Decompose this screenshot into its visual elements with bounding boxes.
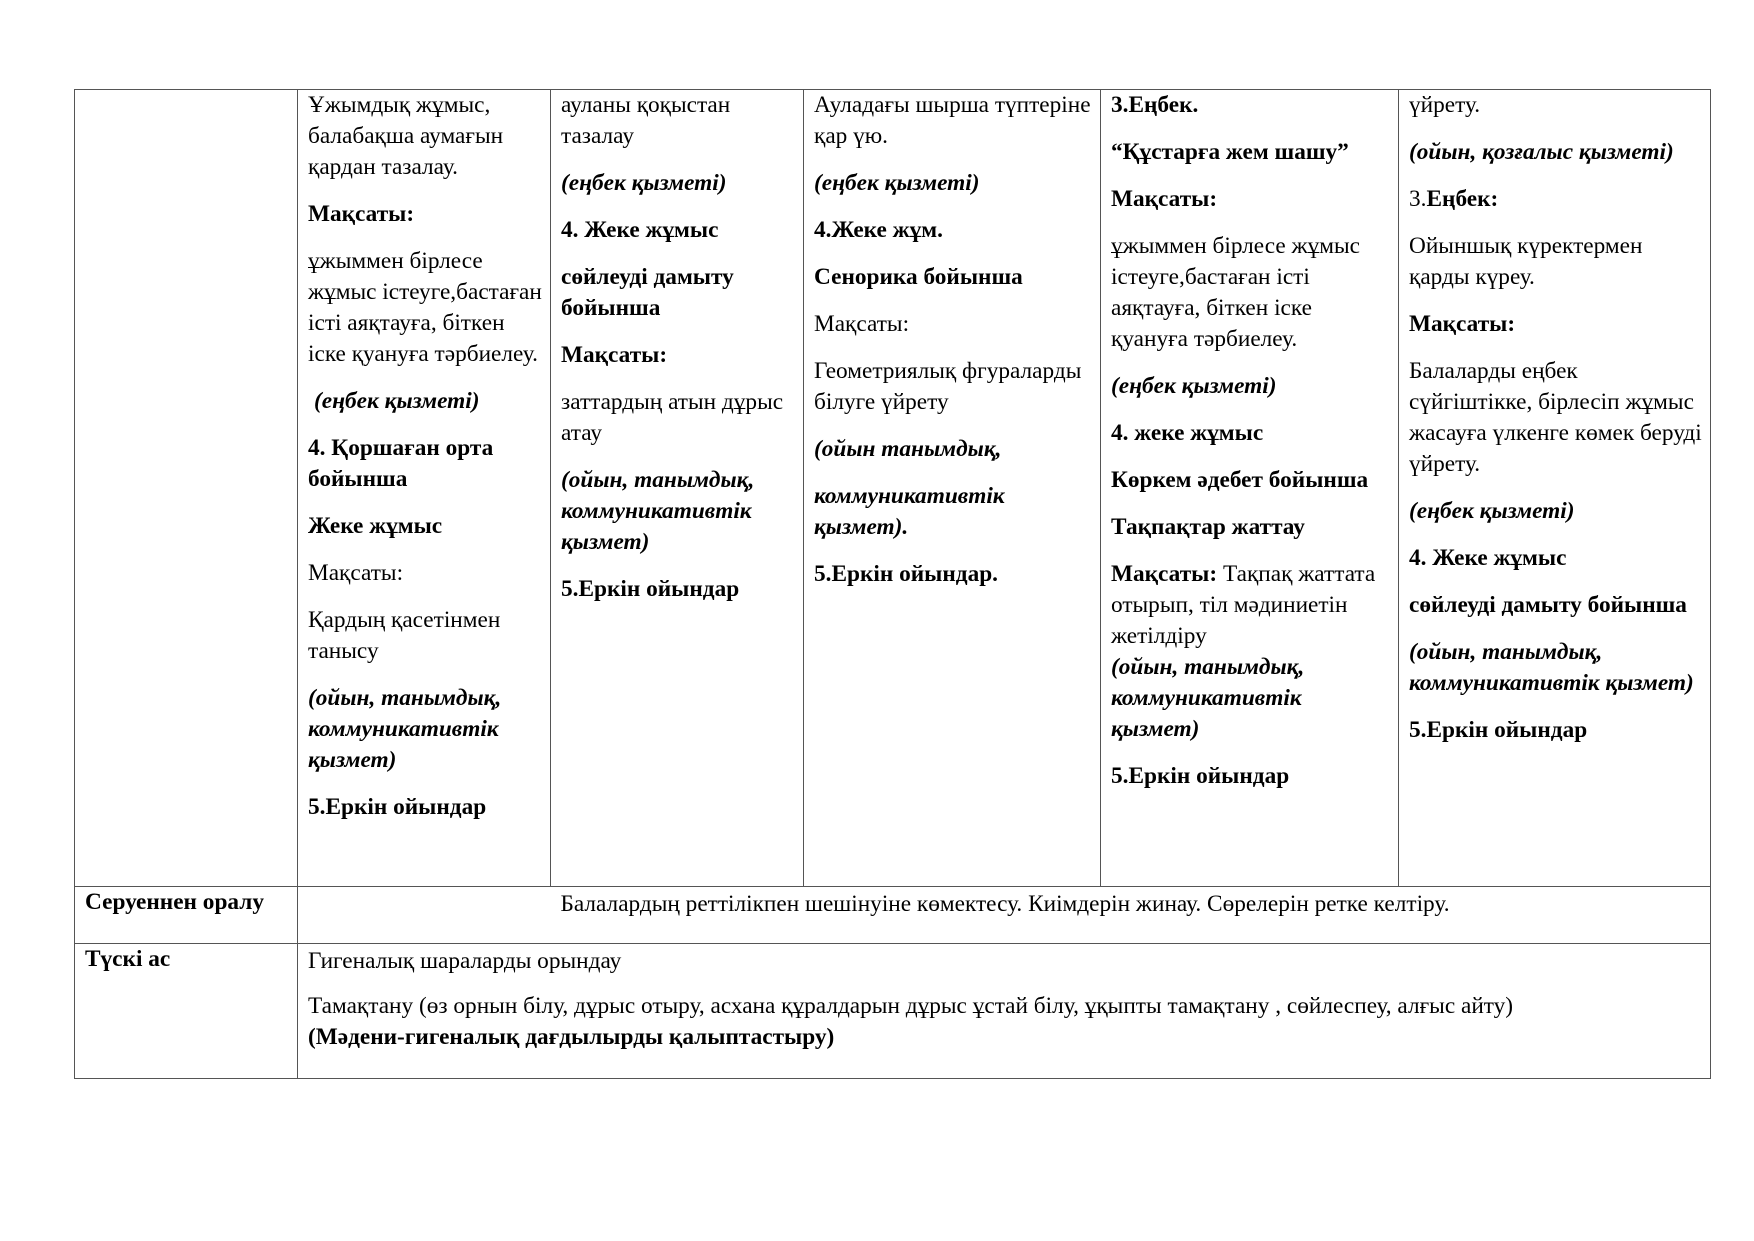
- lunch-row: [75, 944, 1711, 1079]
- section-heading: 5.Еркін ойындар: [1111, 763, 1290, 789]
- return-row: [75, 887, 1711, 944]
- section-subheading: Сенорика бойынша: [814, 264, 1023, 290]
- lunch-skills-text: (Мәдени-гигеналық дағдылырды қалыптастыру): [308, 1024, 835, 1050]
- section-heading: [1409, 184, 1702, 215]
- goal-heading: Мақсаты:: [1409, 311, 1516, 337]
- section-heading: 5.Еркін ойындар.: [814, 561, 999, 587]
- activity-text: үйрету.: [1409, 92, 1481, 118]
- section-subheading: “Құстарға жем шашу”: [1111, 139, 1349, 165]
- section-subheading: сөйлеуді дамыту бойынша: [561, 264, 734, 321]
- lunch-eating-text: Тамақтану (өз орнын білу, дұрыс отыру, асхана құралдарын дұрыс ұстай білу, ұқыпты тамақтану , сөйлеспеу, алғыс айту): [308, 993, 1514, 1019]
- activity-type: (ойын, танымдық, коммуникативтік қызмет): [1111, 654, 1305, 742]
- activity-type: (еңбек қызметі): [314, 388, 480, 414]
- goal-heading: Мақсаты:: [1111, 561, 1218, 587]
- goal-text: Тақпақ жаттата отырып, тіл мәдиниетін жетілдіру: [1111, 561, 1376, 649]
- goal-text: Балаларды еңбек сүйгіштікке, бірлесіп жұмыс жасауға үлкенге көмек беруді үйрету.: [1409, 358, 1702, 477]
- day-cell-3: [804, 90, 1101, 887]
- activity-type: (ойын, қозғалыс қызметі): [1409, 139, 1674, 165]
- goal-text: ұжыммен бірлесе жұмыс істеуге,бастаған істі аяқтауға, біткен іске қуануға тәрбиелеу.: [1111, 233, 1360, 352]
- goal-paragraph: [1111, 559, 1390, 652]
- section-heading: 4. жеке жұмыс: [1111, 420, 1264, 446]
- activity-text: Ұжымдық жұмыс, балабақша аумағын қардан тазалау.: [308, 92, 504, 180]
- section-heading: 4. Жеке жұмыс: [561, 217, 719, 243]
- goal-text: Қардың қасетінмен танысу: [308, 607, 501, 664]
- section-subheading: сөйлеуді дамыту бойынша: [1409, 592, 1687, 618]
- activity-type: коммуникативтік қызмет).: [814, 483, 1005, 540]
- activity-type: (еңбек қызметі): [1409, 498, 1575, 524]
- goal-text: заттардың атын дұрыс атау: [561, 389, 784, 446]
- section-heading: 4. Жеке жұмыс: [1409, 545, 1567, 571]
- row-label-empty: [75, 90, 298, 887]
- day-cell-1: [298, 90, 551, 887]
- activity-type: (еңбек қызметі): [561, 170, 727, 196]
- section-heading: 4.Жеке жұм.: [814, 217, 943, 243]
- section-title: Еңбек:: [1426, 186, 1499, 212]
- lunch-row-label: Түскі ас: [75, 944, 298, 1079]
- section-subheading: Тақпақтар жаттау: [1111, 514, 1305, 540]
- section-heading: 3.Еңбек.: [1111, 92, 1199, 118]
- goal-heading: Мақсаты:: [561, 342, 668, 368]
- day-cell-5: [1399, 90, 1711, 887]
- walk-activities-row: [75, 90, 1711, 887]
- day-cell-2: [551, 90, 804, 887]
- activity-text: ауланы қоқыстан тазалау: [561, 92, 731, 149]
- activity-type: (ойын, танымдық, коммуникативтік қызмет): [1409, 639, 1694, 696]
- schedule-table: [74, 89, 1711, 1079]
- section-subheading: Жеке жұмыс: [308, 513, 443, 539]
- lunch-row-content: [298, 944, 1711, 1079]
- section-subheading: Көркем әдебет бойынша: [1111, 467, 1369, 493]
- goal-heading: Мақсаты:: [308, 560, 404, 586]
- activity-type: (ойын, танымдық, коммуникативтік қызмет): [308, 685, 502, 773]
- activity-type: (еңбек қызметі): [1111, 373, 1277, 399]
- activity-type: (ойын танымдық,: [814, 436, 1002, 462]
- section-number: 3.: [1409, 186, 1427, 212]
- activity-type: (еңбек қызметі): [814, 170, 980, 196]
- lunch-hygiene-text: Гигеналық шараларды орындау: [308, 948, 622, 974]
- activity-text: Ауладағы шырша түптеріне қар үю.: [814, 92, 1091, 149]
- activity-type: (ойын, танымдық, коммуникативтік қызмет): [561, 467, 755, 555]
- return-row-label: Серуеннен оралу: [75, 887, 298, 944]
- goal-heading: Мақсаты:: [814, 311, 910, 337]
- goal-text: Геометриялық фгуpаларды білуге үйрету: [814, 358, 1082, 415]
- goal-text: ұжыммен бірлесе жұмыс істеуге,бастаған істі аяқтауға, біткен іске қуануға тәрбиелеу.: [308, 248, 542, 367]
- goal-heading: Мақсаты:: [308, 201, 415, 227]
- day-cell-4: [1101, 90, 1399, 887]
- goal-heading: Мақсаты:: [1111, 186, 1218, 212]
- section-heading: 5.Еркін ойындар: [561, 576, 740, 602]
- return-row-text: Балалардың реттілікпен шешінуіне көмектесу. Киімдерін жинау. Сөрелерін ретке келтіру.: [298, 887, 1711, 944]
- section-heading: 4. Қоршаған орта бойынша: [308, 435, 494, 492]
- section-heading: 5.Еркін ойындар: [1409, 717, 1588, 743]
- section-heading: 5.Еркін ойындар: [308, 794, 487, 820]
- activity-text: Ойыншық күректермен қарды күреу.: [1409, 233, 1643, 290]
